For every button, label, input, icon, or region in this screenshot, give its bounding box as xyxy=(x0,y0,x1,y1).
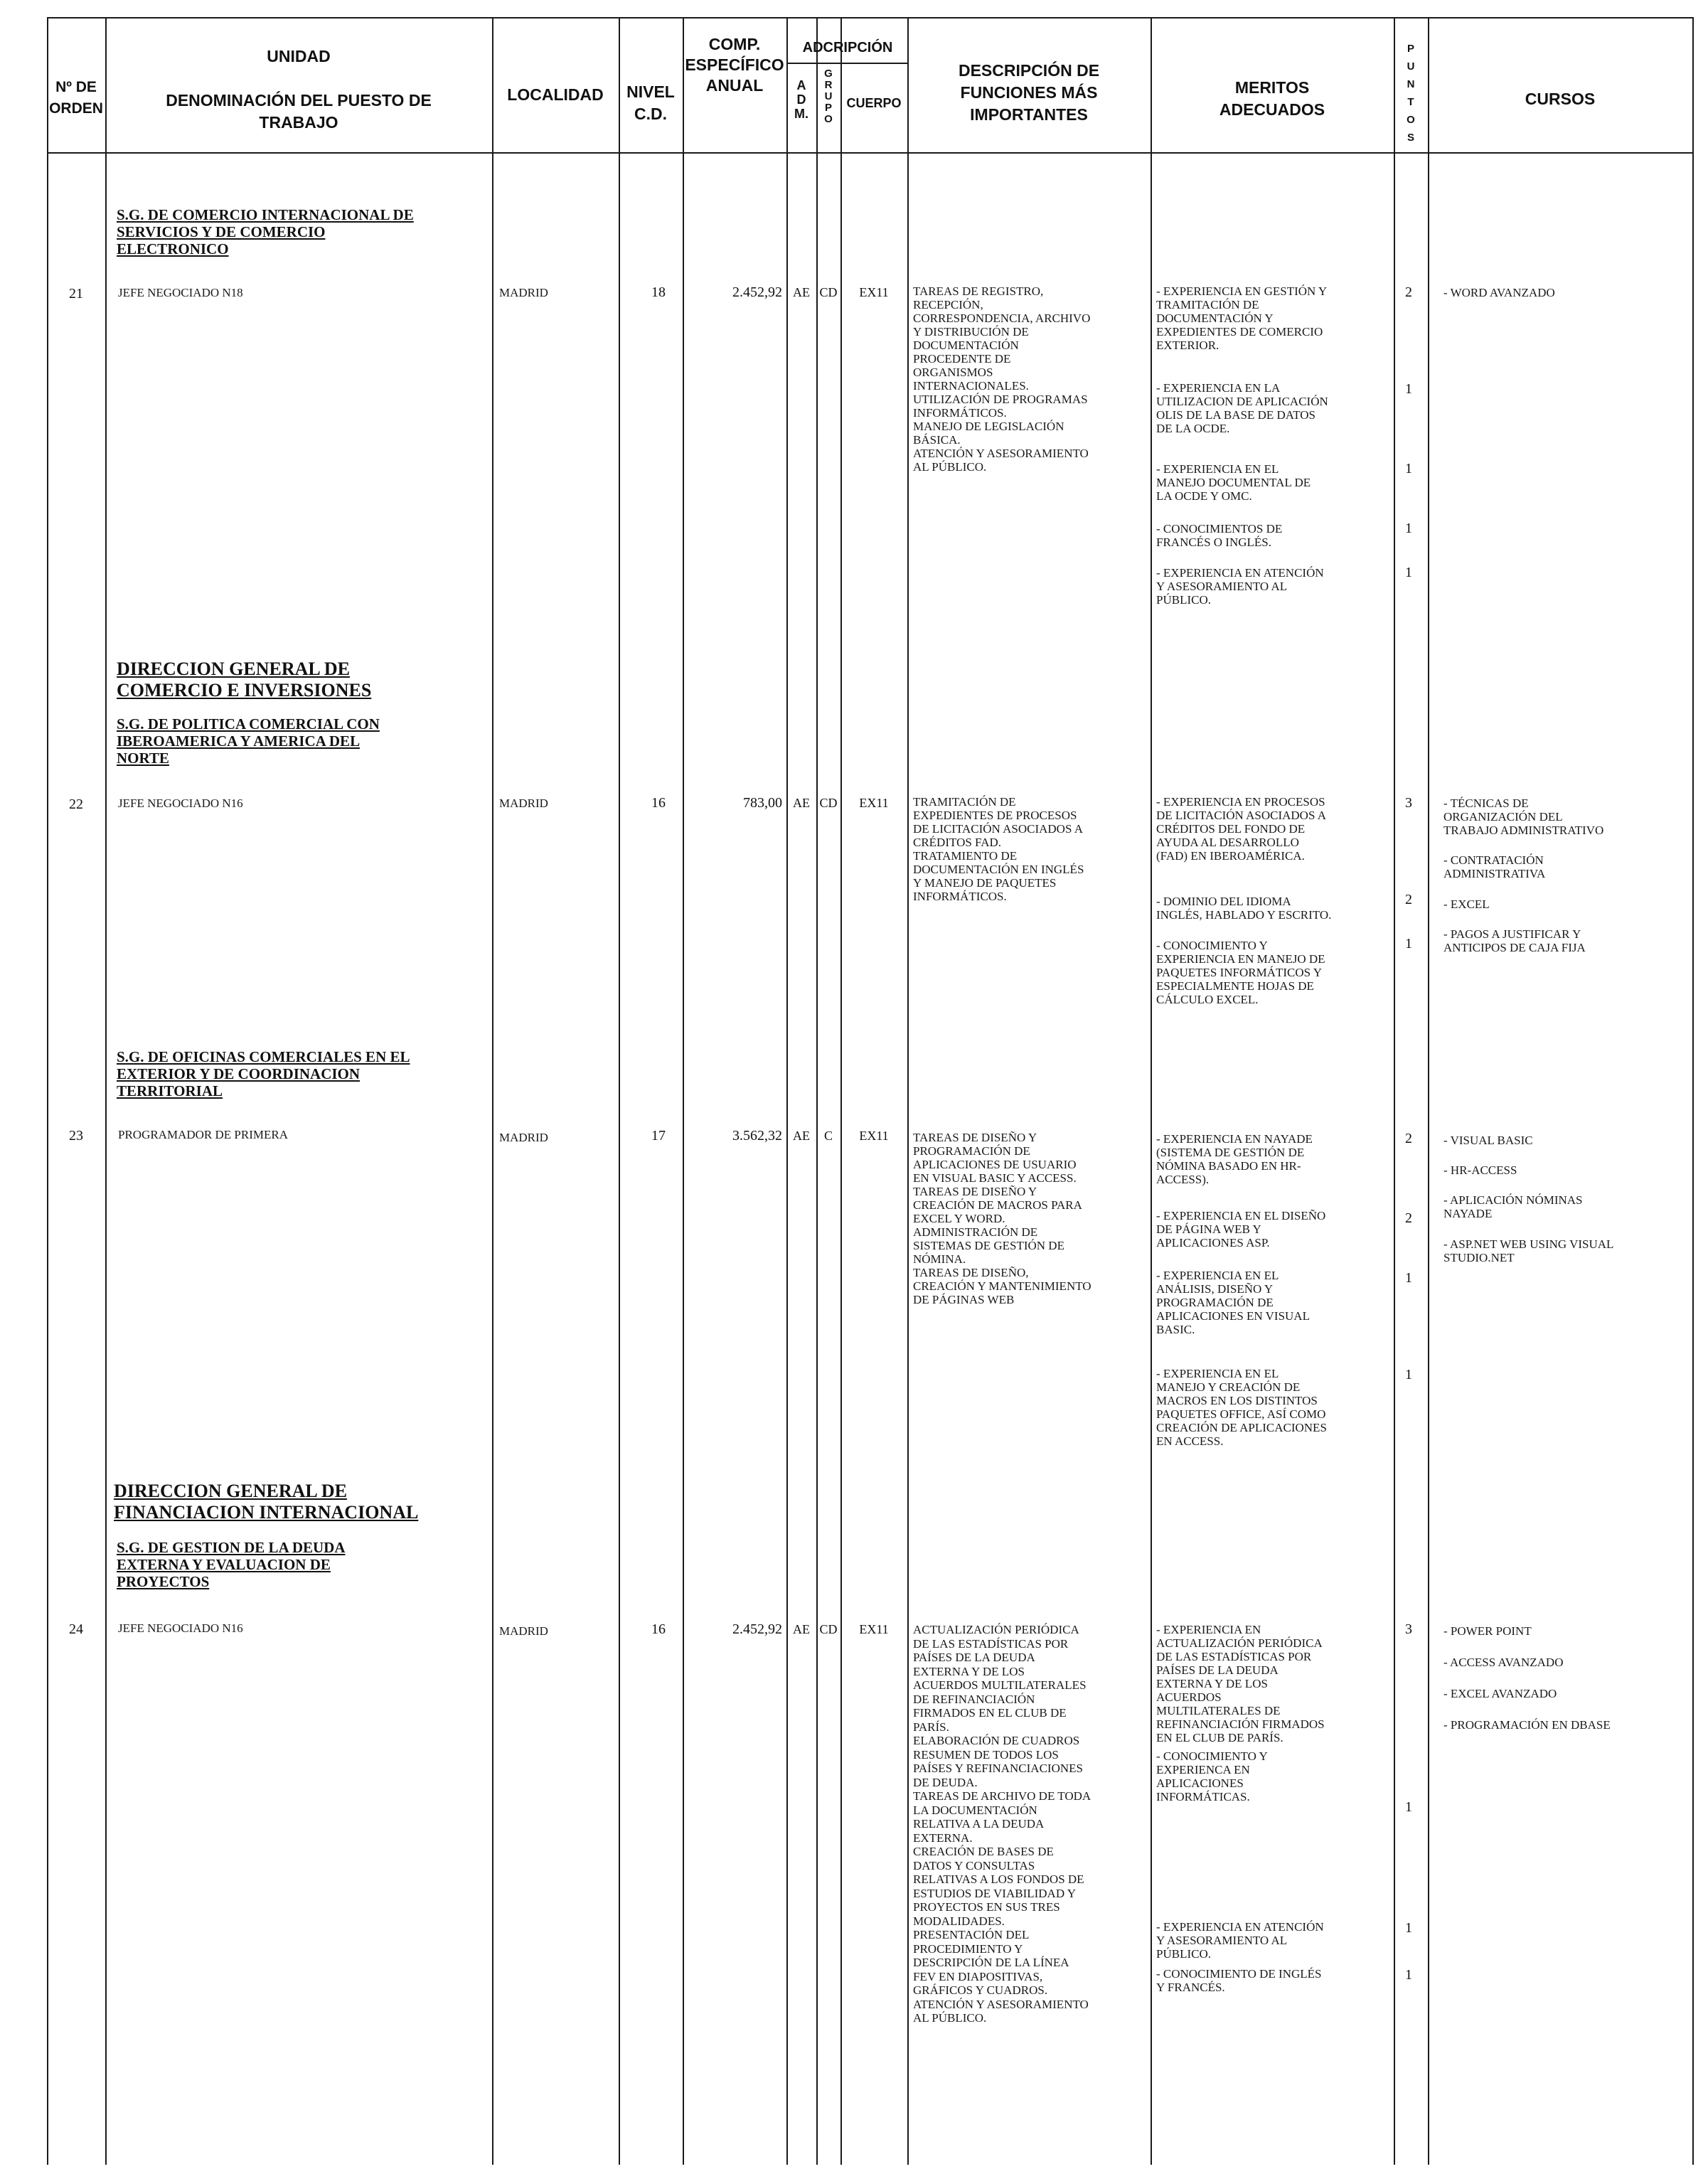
row-orden: 21 xyxy=(69,286,83,302)
merito-item: - CONOCIMIENTO Y EXPERIENCIA EN MANEJO DE PAQUETES INFORMÁTICOS Y ESPECIALMENTE HOJAS DE CÁLCULO EXCEL. xyxy=(1156,939,1325,1006)
curso-item: - PROGRAMACIÓN EN DBASE xyxy=(1443,1718,1611,1732)
row-funciones: ACTUALIZACIÓN PERIÓDICA DE LAS ESTADÍSTICAS POR PAÍSES DE LA DEUDA EXTERNA Y DE LOS ACUERDOS MULTILATERALES DE REFINANCIACIÓN FIRMADOS EN EL CLUB DE PARÍS. ELABORACIÓN DE CUADROS RESUMEN DE TODOS LOS PAÍSES Y REFINANCIACIONES DE DEUDA. TAREAS DE ARCHIVO DE TODA LA DOCUMENTACIÓN RELATIVA A LA DEUDA EXTERNA. CREACIÓN DE BASES DE DATOS Y CONSULTAS RELATIVAS A LOS FONDOS DE ESTUDIOS DE VIABILIDAD Y PROYECTOS EN SUS TRES MODALIDADES. PRESENTACIÓN DEL PROCEDIMIENTO Y DESCRIPCIÓN DE LA LÍNEA FEV EN DIAPOSITIVAS, GRÁFICOS Y CUADROS. ATENCIÓN Y ASESORAMIENTO AL PÚBLICO. xyxy=(913,1623,1091,2025)
row-puntos: 2 xyxy=(1405,1131,1412,1146)
curso-item: - POWER POINT xyxy=(1443,1624,1532,1638)
row-puntos: 1 xyxy=(1405,1967,1412,1983)
curso-item: - ASP.NET WEB USING VISUAL STUDIO.NET xyxy=(1443,1237,1614,1264)
col-rule xyxy=(105,17,107,2165)
row-localidad: MADRID xyxy=(499,1131,548,1144)
merito-item: - EXPERIENCIA EN EL DISEÑO DE PÁGINA WEB Y APLICACIONES ASP. xyxy=(1156,1209,1326,1249)
col-rule xyxy=(47,17,48,2165)
col-rule xyxy=(1692,17,1694,2165)
row-puesto: PROGRAMADOR DE PRIMERA xyxy=(118,1128,288,1141)
header-descripcion: DESCRIPCIÓN DE FUNCIONES MÁS IMPORTANTES xyxy=(958,61,1100,124)
merito-item: - EXPERIENCIA EN EL MANEJO DOCUMENTAL DE LA OCDE Y OMC. xyxy=(1156,462,1311,503)
row-puntos: 1 xyxy=(1405,1799,1412,1815)
curso-item: - VISUAL BASIC xyxy=(1443,1134,1533,1147)
row-comp: 3.562,32 xyxy=(732,1128,782,1144)
row-nivel: 16 xyxy=(651,1621,666,1637)
header-puntos: P U N T O S xyxy=(1407,43,1415,144)
col-rule xyxy=(1394,17,1395,2165)
row-localidad: MADRID xyxy=(499,1624,548,1638)
merito-item: - CONOCIMIENTO DE INGLÉS Y FRANCÉS. xyxy=(1156,1967,1322,1994)
section-dg-comercio-inversiones: DIRECCION GENERAL DE COMERCIO E INVERSIONES xyxy=(117,659,372,700)
row-funciones: TAREAS DE DISEÑO Y PROGRAMACIÓN DE APLICACIONES DE USUARIO EN VISUAL BASIC Y ACCESS. TAREAS DE DISEÑO Y CREACIÓN DE MACROS PARA EXCEL Y WORD. ADMINISTRACIÓN DE SISTEMAS DE GESTIÓN DE NÓMINA. TAREAS DE DISEÑO, CREACIÓN Y MANTENIMIENTO DE PÁGINAS WEB xyxy=(913,1131,1091,1306)
row-puntos: 2 xyxy=(1405,284,1412,300)
section-sg-politica-comercial: S.G. DE POLITICA COMERCIAL CON IBEROAMERICA Y AMERICA DEL NORTE xyxy=(117,715,380,767)
header-orden: Nº DE ORDEN xyxy=(49,79,103,117)
merito-item: - EXPERIENCIA EN ATENCIÓN Y ASESORAMIENTO AL PÚBLICO. xyxy=(1156,1920,1324,1961)
merito-item: - CONOCIMIENTOS DE FRANCÉS O INGLÉS. xyxy=(1156,522,1283,549)
row-cuerpo: EX11 xyxy=(859,796,889,810)
curso-item: - HR-ACCESS xyxy=(1443,1163,1517,1177)
row-nivel: 18 xyxy=(651,284,666,300)
row-orden: 23 xyxy=(69,1128,83,1144)
row-funciones: TRAMITACIÓN DE EXPEDIENTES DE PROCESOS DE LICITACIÓN ASOCIADOS A CRÉDITOS FAD. TRATAMIENTO DE DOCUMENTACIÓN EN INGLÉS Y MANEJO DE PAQUETES INFORMÁTICOS. xyxy=(913,795,1084,903)
row-adm: AE xyxy=(793,1622,810,1636)
row-puntos: 2 xyxy=(1405,1210,1412,1226)
section-sg-comercio-internacional: S.G. DE COMERCIO INTERNACIONAL DE SERVICIOS Y DE COMERCIO ELECTRONICO xyxy=(117,206,414,257)
row-orden: 22 xyxy=(69,796,83,812)
header-nivel: NIVEL C.D. xyxy=(626,82,675,123)
row-puesto: JEFE NEGOCIADO N18 xyxy=(118,286,243,299)
col-rule xyxy=(1151,17,1152,2165)
row-cuerpo: EX11 xyxy=(859,1622,889,1636)
row-puntos: 3 xyxy=(1405,1621,1412,1637)
merito-item: - EXPERIENCIA EN PROCESOS DE LICITACIÓN ASOCIADOS A CRÉDITOS DEL FONDO DE AYUDA AL DESARROLLO (FAD) EN IBEROAMÉRICA. xyxy=(1156,795,1327,863)
row-nivel: 16 xyxy=(651,795,666,811)
curso-item: - ACCESS AVANZADO xyxy=(1443,1656,1564,1669)
section-dg-financiacion: DIRECCION GENERAL DE FINANCIACION INTERNACIONAL xyxy=(114,1481,419,1523)
row-grupo: CD xyxy=(819,1622,838,1636)
section-sg-gestion-deuda: S.G. DE GESTION DE LA DEUDA EXTERNA Y EVALUACION DE PROYECTOS xyxy=(117,1539,346,1590)
row-nivel: 17 xyxy=(651,1128,666,1144)
header-adm: A D M. xyxy=(794,78,808,121)
row-orden: 24 xyxy=(69,1621,83,1637)
curso-item: - TÉCNICAS DE ORGANIZACIÓN DEL TRABAJO ADMINISTRATIVO xyxy=(1443,796,1604,837)
col-rule xyxy=(619,17,620,2165)
row-cuerpo: EX11 xyxy=(859,285,889,299)
row-puntos: 1 xyxy=(1405,1367,1412,1382)
adscripcion-rule xyxy=(786,63,909,64)
merito-item: - EXPERIENCIA EN EL MANEJO Y CREACIÓN DE MACROS EN LOS DISTINTOS PAQUETES OFFICE, ASÍ COMO CREACIÓN DE APLICACIONES EN ACCESS. xyxy=(1156,1367,1327,1448)
row-localidad: MADRID xyxy=(499,796,548,810)
header-adscripcion: ADCRIPCIÓN xyxy=(802,40,893,55)
header-cuerpo: CUERPO xyxy=(846,96,902,110)
col-rule xyxy=(840,17,842,2165)
col-rule xyxy=(786,17,788,2165)
col-rule xyxy=(907,17,909,2165)
row-grupo: CD xyxy=(819,285,838,299)
row-puntos: 1 xyxy=(1405,461,1412,476)
col-rule xyxy=(492,17,493,2165)
row-grupo: CD xyxy=(819,796,838,810)
curso-item: - APLICACIÓN NÓMINAS NAYADE xyxy=(1443,1193,1583,1220)
merito-item: - EXPERIENCIA EN GESTIÓN Y TRAMITACIÓN DE DOCUMENTACIÓN Y EXPEDIENTES DE COMERCIO EXTERIOR. xyxy=(1156,284,1328,352)
merito-item: - CONOCIMIENTO Y EXPERIENCA EN APLICACIONES INFORMÁTICAS. xyxy=(1156,1749,1268,1803)
curso-item: - EXCEL AVANZADO xyxy=(1443,1687,1557,1700)
header-denominacion: DENOMINACIÓN DEL PUESTO DE TRABAJO xyxy=(166,91,432,132)
row-puntos: 1 xyxy=(1405,1270,1412,1286)
header-top-rule xyxy=(47,17,1694,18)
header-grupo: G R U P O xyxy=(824,68,833,125)
merito-item: - EXPERIENCIA EN ACTUALIZACIÓN PERIÓDICA DE LAS ESTADÍSTICAS POR PAÍSES DE LA DEUDA EXTERNA Y DE LOS ACUERDOS MULTILATERALES DE REFINANCIACIÓN FIRMADOS EN EL CLUB DE PARÍS. xyxy=(1156,1623,1325,1744)
merito-item: - EXPERIENCIA EN LA UTILIZACION DE APLICACIÓN OLIS DE LA BASE DE DATOS DE LA OCDE. xyxy=(1156,381,1328,435)
curso-item: - CONTRATACIÓN ADMINISTRATIVA xyxy=(1443,853,1546,880)
col-rule xyxy=(816,17,818,2165)
row-localidad: MADRID xyxy=(499,286,548,299)
row-puntos: 1 xyxy=(1405,936,1412,952)
row-grupo: C xyxy=(823,1129,833,1143)
row-adm: AE xyxy=(793,285,810,299)
row-puntos: 1 xyxy=(1405,381,1412,397)
curso-item: - WORD AVANZADO xyxy=(1443,286,1555,299)
row-comp: 2.452,92 xyxy=(732,284,782,300)
row-puntos: 1 xyxy=(1405,521,1412,536)
merito-item: - EXPERIENCIA EN EL ANÁLISIS, DISEÑO Y PROGRAMACIÓN DE APLICACIONES EN VISUAL BASIC. xyxy=(1156,1269,1310,1336)
row-puntos: 1 xyxy=(1405,1920,1412,1936)
row-puntos: 1 xyxy=(1405,565,1412,580)
row-adm: AE xyxy=(793,1129,810,1143)
header-bottom-rule xyxy=(47,152,1694,154)
row-funciones: TAREAS DE REGISTRO, RECEPCIÓN, CORRESPONDENCIA, ARCHIVO Y DISTRIBUCIÓN DE DOCUMENTACIÓN PROCEDENTE DE ORGANISMOS INTERNACIONALES. UTILIZACIÓN DE PROGRAMAS INFORMÁTICOS. MANEJO DE LEGISLACIÓN BÁSICA. ATENCIÓN Y ASESORAMIENTO AL PÚBLICO. xyxy=(913,284,1091,474)
row-cuerpo: EX11 xyxy=(859,1129,889,1143)
row-comp: 2.452,92 xyxy=(732,1621,782,1637)
col-rule xyxy=(1428,17,1429,2165)
curso-item: - PAGOS A JUSTIFICAR Y ANTICIPOS DE CAJA FIJA xyxy=(1443,927,1586,954)
row-puntos: 3 xyxy=(1405,795,1412,811)
row-adm: AE xyxy=(793,796,810,810)
curso-item: - EXCEL xyxy=(1443,897,1490,911)
row-puesto: JEFE NEGOCIADO N16 xyxy=(118,1621,243,1635)
row-puntos: 2 xyxy=(1405,892,1412,907)
header-localidad: LOCALIDAD xyxy=(507,85,604,104)
merito-item: - EXPERIENCIA EN NAYADE (SISTEMA DE GESTIÓN DE NÓMINA BASADO EN HR- ACCESS). xyxy=(1156,1132,1313,1186)
header-unidad: UNIDAD xyxy=(267,47,331,65)
merito-item: - EXPERIENCIA EN ATENCIÓN Y ASESORAMIENTO AL PÚBLICO. xyxy=(1156,566,1324,607)
header-cursos: CURSOS xyxy=(1525,90,1596,108)
row-puesto: JEFE NEGOCIADO N16 xyxy=(118,796,243,810)
header-meritos: MERITOS ADECUADOS xyxy=(1219,78,1325,119)
col-rule xyxy=(683,17,684,2165)
merito-item: - DOMINIO DEL IDIOMA INGLÉS, HABLADO Y ESCRITO. xyxy=(1156,895,1332,922)
row-comp: 783,00 xyxy=(743,795,782,811)
section-sg-oficinas-comerciales: S.G. DE OFICINAS COMERCIALES EN EL EXTERIOR Y DE COORDINACION TERRITORIAL xyxy=(117,1048,410,1099)
header-comp: COMP. ESPECÍFICO ANUAL xyxy=(685,35,784,95)
